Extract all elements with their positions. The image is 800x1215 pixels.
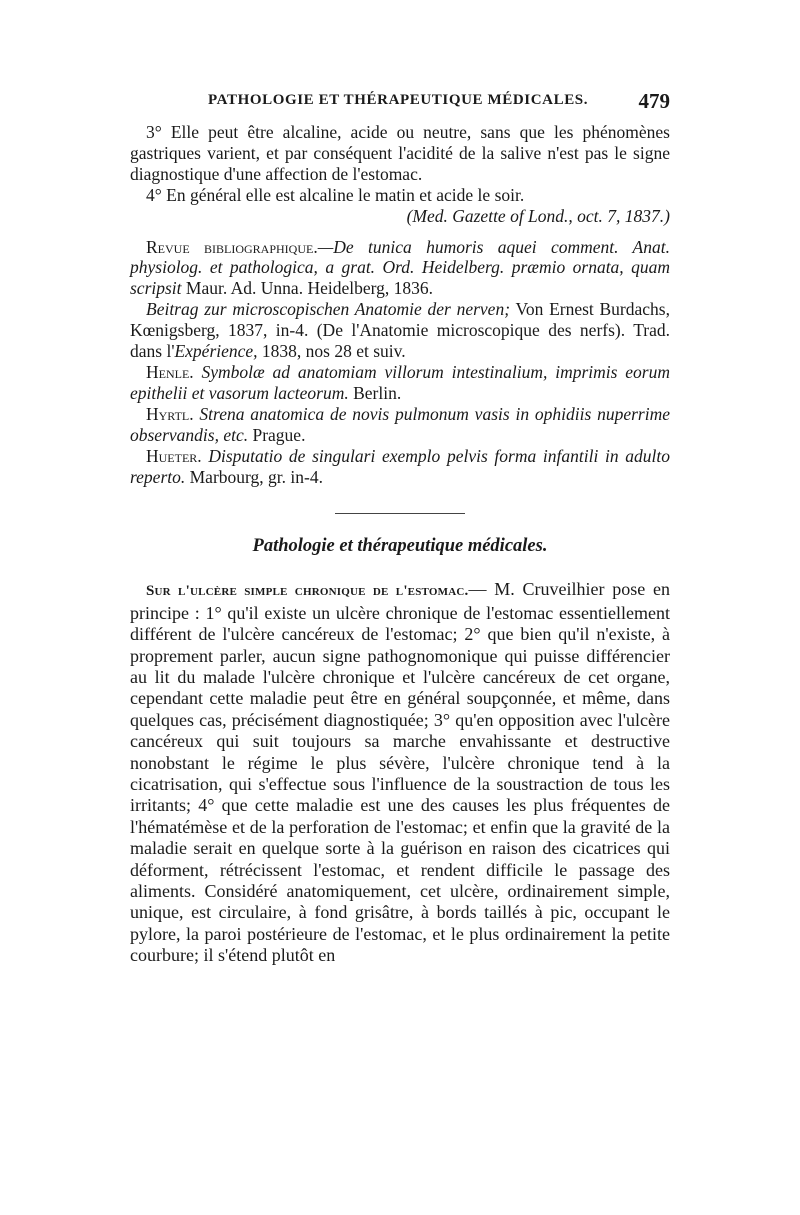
entry-4-rest: Prague. — [248, 424, 306, 445]
entry-3-rest: Berlin. — [348, 382, 402, 403]
entry-5-author: Hueter. — [146, 445, 202, 466]
entry-2-end: 1838, nos 28 et suiv. — [257, 341, 406, 362]
bibliography-entry-3 — [130, 362, 670, 404]
bibliography-entry-5 — [130, 446, 670, 488]
paragraph-item-3: 3° Elle peut être alcaline, acide ou neutre, sans que les phénomènes gastriques varient, et par conséquent l'acidité de la salive n'est pas le signe diagnostique d'une affection de l'estomac. — [130, 122, 670, 184]
bibliography-entry-4 — [130, 404, 670, 446]
source-citation: (Med. Gazette of Lond., oct. 7, 1837.) — [406, 205, 670, 226]
page-number: 479 — [638, 89, 670, 113]
article-lead-heading: Sur l'ulcère simple chronique de l'estomac. — [146, 583, 469, 600]
entry-4-title: Strena anatomica de novis pulmonum vasis in ophidiis nuperrime observandis, etc. — [130, 403, 670, 445]
bibliography-heading: Revue bibliographique. — [146, 236, 318, 257]
entry-3-author: Henle. — [146, 361, 194, 382]
article-text: — M. Cruveilhier pose en principe : 1° qu'il existe un ulcère chronique de l'estomac essentiellement différent de l'ulcère cancéreux de l'estomac; 2° que bien qu'il n'existe, à proprement parler, aucun signe pathognomonique qui puisse différencier au lit du malade l'ulcère chronique et l'ulcère cancéreux de cet organe, cependant cette maladie peut être en général soupçonnée, et même, dans quelques cas, précisément diagnostiquée; 3° qu'en opposition avec l'ulcère cancéreux qui suit toujours sa marche envahissante et destructive nonobstant le régime le plus sévère, l'ulcère chronique tend à la cicatrisation, qui s'effectue sous l'influence de la soustraction de tous les irritants; 4° que cette maladie est une des causes les plus fréquentes de l'hématémèse et de la perforation de l'estomac; et enfin que la gravité de la maladie serait en quelque sorte à la guérison en raison des cicatrices qui déforment, rétrécissent l'estomac, et rendent difficile le passage des aliments. Considéré anatomiquement, cet ulcère, ordinairement simple, unique, est circulaire, à fond grisâtre, à bords taillés à pic, occupant le pylore, la paroi postérieure de l'estomac, et le plus ordinairement la petite courbure; il s'étend plutôt en — [130, 579, 670, 966]
paragraph-item-4: 4° En général elle est alcaline le matin et acide le soir. — [146, 184, 525, 205]
entry-2-rest: Von Ernest Burdachs, Kœnigsberg, 1837, in-4. (De l'Anatomie microscopique des nerfs). Trad. dans l' — [130, 299, 670, 362]
document-page — [130, 89, 670, 967]
entry-2-journal: Expérience, — [174, 341, 258, 362]
article-paragraph — [130, 579, 670, 966]
running-title: PATHOLOGIE ET THÉRAPEUTIQUE MÉDICALES. — [208, 92, 589, 108]
entry-1-title: —De tunica humoris aquei comment. Anat. physiolog. et pathologica, a grat. Ord. Heidelberg. præmio ornata, quam scripsit — [130, 236, 670, 299]
entry-1-rest: Maur. Ad. Unna. Heidelberg, 1836. — [181, 278, 433, 299]
article-body — [130, 579, 670, 966]
entry-4-author: Hyrtl. — [146, 403, 194, 424]
bibliography-entry-1 — [130, 237, 670, 300]
entry-3-title: Symbolæ ad anatomiam villorum intestinalium, imprimis eorum epithelii et vasorum lacteorum. — [130, 361, 670, 403]
section-title: Pathologie et thérapeutique médicales. — [252, 536, 548, 557]
entry-5-rest: Marbourg, gr. in-4. — [185, 466, 323, 487]
bibliography-entry-2 — [130, 299, 670, 362]
entry-5-title: Disputatio de singulari exemplo pelvis forma infantili in adulto reperto. — [130, 445, 670, 487]
section-divider — [335, 513, 465, 514]
entry-2-title: Beitrag zur microscopischen Anatomie der nerven; — [146, 299, 511, 320]
running-head — [130, 89, 670, 122]
